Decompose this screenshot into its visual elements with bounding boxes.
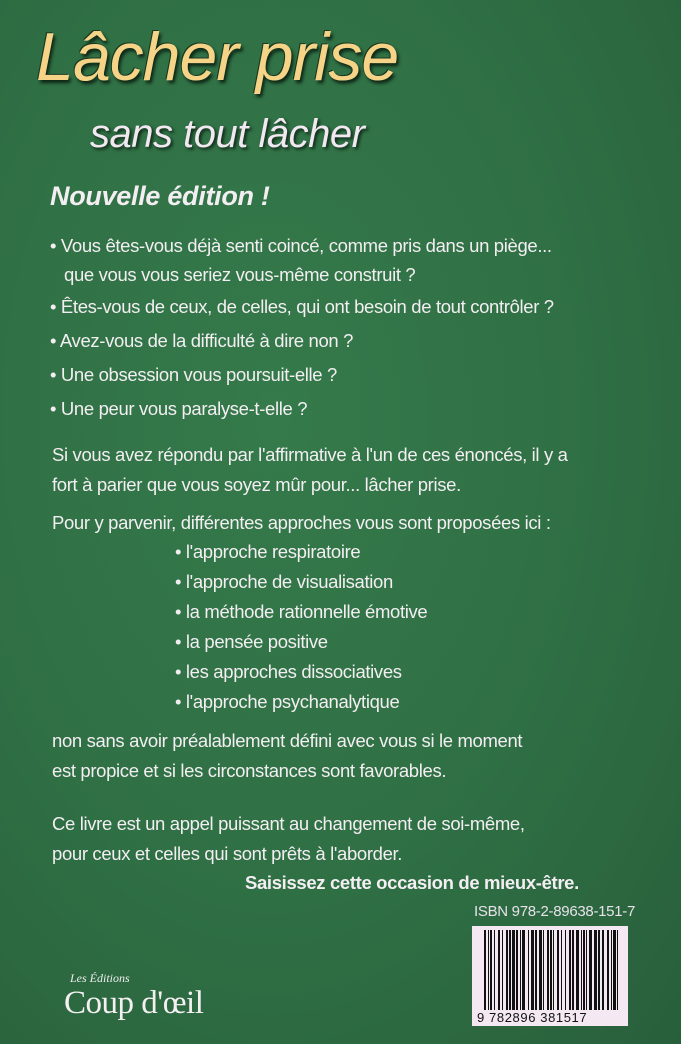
book-title: Lâcher prise [36, 19, 399, 95]
barcode [472, 926, 628, 1026]
book-subtitle: sans tout lâcher [90, 112, 365, 156]
barcode-bar [561, 930, 562, 1010]
approach-item: • les approches dissociatives [175, 657, 402, 687]
approach-item: • l'approche de visualisation [175, 567, 393, 597]
barcode-bar [613, 930, 616, 1010]
barcode-bar [557, 930, 559, 1010]
barcode-bar [506, 930, 508, 1010]
barcode-bar [617, 930, 618, 1010]
barcode-bar [589, 930, 592, 1010]
barcode-bar [607, 930, 609, 1010]
barcode-bar [516, 930, 518, 1010]
isbn-label: ISBN 978-2-89638-151-7 [474, 903, 636, 920]
question-item: • Une obsession vous poursuit-elle ? [50, 360, 337, 390]
barcode-bar [488, 930, 489, 1010]
barcode-bar [543, 930, 544, 1010]
barcode-bar [522, 930, 525, 1010]
barcode-bar [594, 930, 597, 1010]
barcode-bar [531, 930, 534, 1010]
barcode-bar [520, 930, 521, 1010]
barcode-bar [583, 930, 585, 1010]
barcode-bar [502, 930, 503, 1010]
paragraph-line: fort à parier que vous soyez mûr pour... lâcher prise. [52, 474, 461, 495]
barcode-bar [586, 930, 587, 1010]
barcode-bar [494, 930, 495, 1010]
question-item: • Avez-vous de la difficulté à dire non ? [50, 326, 353, 356]
barcode-bar [528, 930, 529, 1010]
paragraph-line: non sans avoir préalablement défini avec vous si le moment [52, 730, 523, 751]
barcode-bar [484, 930, 486, 1010]
barcode-digits: 9 782896 381517 [477, 1010, 588, 1025]
barcode-bar [539, 930, 542, 1010]
publisher-logo: Coup d'œil [64, 985, 204, 1021]
barcode-bar [509, 930, 511, 1010]
paragraph-line: pour ceux et celles qui sont prêts à l'aborder. [52, 843, 403, 864]
barcode-bar [602, 930, 604, 1010]
paragraph-line: est propice et si les circonstances sont favorables. [52, 760, 447, 781]
barcode-bar [512, 930, 515, 1010]
barcode-bar [498, 930, 500, 1010]
question-item: • Une peur vous paralyse-t-elle ? [50, 394, 307, 424]
approach-item: • l'approche respiratoire [175, 537, 360, 567]
barcode-bar [611, 930, 612, 1010]
barcode-bar [598, 930, 600, 1010]
barcode-bar [565, 930, 566, 1010]
barcode-bar [581, 930, 582, 1010]
closing-line: Saisissez cette occasion de mieux-être. [245, 872, 579, 893]
barcode-bar [569, 930, 571, 1010]
barcode-bar [535, 930, 537, 1010]
barcode-bar [490, 930, 492, 1010]
approach-item: • la pensée positive [175, 627, 328, 657]
paragraph-line: Pour y parvenir, différentes approches vous sont proposées ici : [52, 512, 551, 533]
approach-item: • l'approche psychanalytique [175, 687, 399, 717]
barcode-bar [553, 930, 554, 1010]
barcode-bar [547, 930, 549, 1010]
question-item: • Vous êtes-vous déjà senti coincé, comme pris dans un piège... [50, 231, 552, 261]
publisher-prefix: Les Éditions [70, 971, 130, 985]
paragraph-line: Ce livre est un appel puissant au changement de soi-même, [52, 813, 525, 834]
barcode-bar [572, 930, 574, 1010]
edition-label: Nouvelle édition ! [50, 181, 270, 211]
barcode-bars [478, 930, 622, 1010]
barcode-bar [550, 930, 552, 1010]
question-item: • Êtes-vous de ceux, de celles, qui ont besoin de tout contrôler ? [50, 292, 554, 322]
question-item-continued: que vous vous seriez vous-même construit ? [64, 264, 416, 285]
barcode-bar [576, 930, 579, 1010]
approach-item: • la méthode rationnelle émotive [175, 597, 427, 627]
paragraph-line: Si vous avez répondu par l'affirmative à l'un de ces énoncés, il y a [52, 444, 568, 465]
